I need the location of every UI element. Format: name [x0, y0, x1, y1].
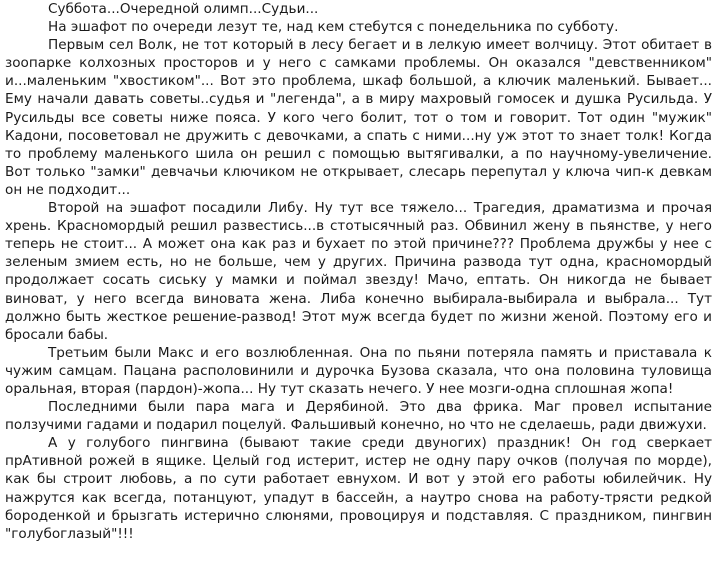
paragraph-liba: Второй на эшафот посадили Либу. Ну тут все тяжело... Трагедия, драматизма и прочая хрень. Красномордый решил развестись...в стотысячный раз. Обвинил жену в пьянстве, у него теперь не стоит... А может она как раз и бухает по этой причине??? Проблема дружбы у нее с зеленым змием есть, но не больше, чем у других. Причина развода тут одна, красномордый продолжает сосать сиську у мамки и поймал звезду! Мачо, ептать. Он никогда не бывает виноват, у него всегда виновата жена. Либа конечно выбирала-выбирала и выбрала... Тут должно быть жесткое решение-развод! Этот муж всегда будет по жизни женой. Поэтому его и бросали бабы.	[5, 200, 712, 343]
paragraph-pingvin: А у голубого пингвина (бывают такие среди двуногих) праздник! Он год сверкает прАтивной рожей в ящике. Целый год истерит, истер не одну пару очков (получая по морде), как бы строит любовь, а по сути работает евнухом. И вот у этой его работы юбилейчик. Ну нажрутся как всегда, потанцуют, упадут в бассейн, а наутро снова на работу-трясти редкой бороденкой и брызгать истерично слюнями, провоцируя и подставляя. С праздником, пингвин "голубоглазый"!!!	[5, 435, 712, 542]
paragraph-intro: На эшафот по очереди лезут те, над кем стебутся с понедельника по субботу.	[48, 19, 619, 36]
paragraph-mag: Последними были пара мага и Дерябиной. Это два фрика. Маг провел испытание ползучими гадами и подарил поцелуй. Фальшивый конечно, но что не сделаешь, ради движухи.	[5, 399, 712, 434]
article-body	[5, 0, 712, 543]
paragraph-volk: Первым сел Волк, не тот который в лесу бегает и в лелкую имеет волчицу. Этот обитает в зоопарке колхозных просторов и у него с самками проблемы. Он оказался "девственником" и...маленьким "хвостиком"... Вот это проблема, шкаф большой, а ключик маленький. Бывает... Ему начали давать советы..судья и "легенда", а в миру махровый гомосек и душка Русильда. У Русильды все советы ниже пояса. У кого чего болит, тот о том и говорит. Тот один "мужик" Кадони, посоветовал не дружить с девочками, а спать с ними...ну уж этот то знает толк! Когда то проблему маленького шила он решил с помощью вытягивалки, а по научному-увеличение. Вот только "замки" девчачьи ключиком не открывает, слесарь перепутал у ключа чип-к девкам он не подходит...	[5, 37, 712, 198]
paragraph-intro-title: Суббота...Очередной олимп...Судьи...	[48, 1, 319, 17]
paragraph-maks: Третьим были Макс и его возлюбленная. Она по пьяни потеряла память и приставала к чужим самцам. Пацана располовинили и дурочка Бузова сказала, что она половина туловища оральная, вторая (пардон)-жопа... Ну тут сказать нечего. У нее мозги-одна сплошная жопа!	[5, 344, 712, 397]
